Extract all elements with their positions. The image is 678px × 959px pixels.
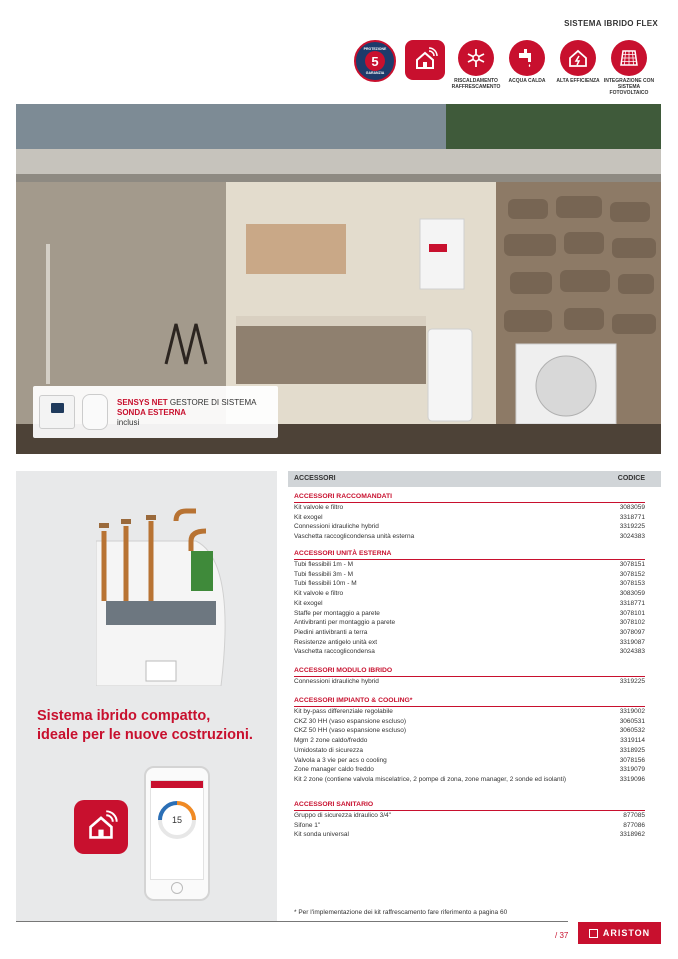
table-row bbox=[294, 736, 645, 746]
badge-solar bbox=[602, 40, 656, 96]
badge-efficiency bbox=[551, 40, 605, 85]
accessory-name: Tubi flessibili 1m - M bbox=[294, 561, 353, 568]
badge-label-heating-cooling: RISCALDAMENTO RAFFRESCAMENTO bbox=[451, 78, 501, 90]
badge-label-solar: INTEGRAZIONE CON SISTEMA FOTOVOLTAICO bbox=[603, 78, 655, 96]
accessory-name: Zone manager caldo freddo bbox=[294, 766, 374, 774]
high-efficiency-icon bbox=[560, 40, 596, 76]
accessory-code: 3024383 bbox=[619, 533, 645, 541]
accessory-code: 3078152 bbox=[619, 570, 645, 578]
app-temperature-dial bbox=[151, 788, 203, 848]
accessory-code: 3024383 bbox=[619, 648, 645, 656]
thermostat-image bbox=[39, 395, 75, 429]
solar-panel-icon bbox=[611, 40, 647, 76]
accessories-table-header bbox=[288, 471, 661, 487]
table-row bbox=[294, 775, 645, 785]
accessory-name: Vaschetta raccoglicondensa unità esterna bbox=[294, 533, 415, 541]
accessory-name: Umidostato di sicurezza bbox=[294, 746, 363, 754]
accessory-code: 3319002 bbox=[619, 708, 645, 715]
table-row bbox=[294, 522, 645, 532]
accessory-name: Kit exogel bbox=[294, 513, 323, 521]
badge-hot-water bbox=[500, 40, 554, 85]
table-row bbox=[294, 609, 645, 619]
brand-name: ARISTON bbox=[602, 928, 651, 938]
accessory-name: Tubi flessibili 10m - M bbox=[294, 580, 357, 588]
hero-caption-box bbox=[33, 386, 278, 438]
table-row bbox=[294, 628, 645, 638]
accessory-name: Resistenze antigelo unità ext bbox=[294, 638, 378, 646]
table-row bbox=[294, 647, 645, 657]
caption-included: inclusi bbox=[117, 418, 140, 427]
section-title: ACCESSORI IMPIANTO & COOLING* bbox=[294, 697, 413, 704]
accessory-code: 877085 bbox=[623, 812, 645, 819]
footer-divider bbox=[16, 921, 568, 922]
accessory-name: Kit valvole e filtro bbox=[294, 590, 344, 598]
accessory-code: 3078151 bbox=[619, 561, 645, 568]
caption-product-name: SENSYS NET bbox=[117, 398, 168, 407]
accessory-code: 3060532 bbox=[619, 727, 645, 735]
app-temperature-value: 15 bbox=[171, 815, 183, 825]
section-title: ACCESSORI SANITARIO bbox=[294, 801, 374, 808]
accessory-name: Kit exogel bbox=[294, 599, 323, 607]
section-title: ACCESSORI RACCOMANDATI bbox=[294, 493, 393, 500]
accessory-code: 3319087 bbox=[619, 638, 645, 646]
phone-home-button bbox=[171, 882, 183, 894]
table-row bbox=[294, 756, 645, 766]
hero-caption-text bbox=[117, 398, 256, 428]
table-row bbox=[294, 746, 645, 756]
accessory-code: 3083059 bbox=[619, 504, 645, 511]
table-row bbox=[294, 503, 645, 513]
badge-label-hot-water: ACQUA CALDA bbox=[508, 78, 546, 84]
table-row bbox=[294, 677, 645, 687]
accessory-code: 3318771 bbox=[619, 513, 645, 521]
table-row bbox=[294, 589, 645, 599]
accessory-code: 3319096 bbox=[619, 775, 645, 783]
accessory-name: CKZ 50 HH (vaso espansione escluso) bbox=[294, 727, 406, 735]
table-row bbox=[294, 618, 645, 628]
accessory-name: Kit 2 zone (contiene valvola miscelatrice, 2 pompe di zona, zone manager, 2 sonde ed isolanti) bbox=[294, 775, 567, 783]
accessory-name: Mgm 2 zone caldo/freddo bbox=[294, 737, 368, 745]
accessory-code: 3319225 bbox=[619, 678, 645, 685]
accessory-code: 3318962 bbox=[619, 831, 645, 839]
table-row bbox=[294, 726, 645, 736]
table-row bbox=[294, 532, 645, 542]
accessory-name: Piedini antivibranti a terra bbox=[294, 628, 368, 636]
accessory-code: 3078102 bbox=[619, 619, 645, 627]
table-row bbox=[294, 638, 645, 648]
warranty-bottom-text: GARANZIA bbox=[365, 71, 385, 75]
hot-water-tap-icon bbox=[509, 40, 545, 76]
caption-sensor-name: SONDA ESTERNA bbox=[117, 408, 187, 417]
badge-heating-cooling bbox=[449, 40, 503, 91]
column-header-accessories: ACCESSORI bbox=[294, 475, 336, 482]
section-title: ACCESSORI UNITÀ ESTERNA bbox=[294, 550, 392, 557]
table-row bbox=[294, 811, 645, 821]
table-row bbox=[294, 765, 645, 775]
outdoor-sensor-image bbox=[82, 394, 108, 430]
accessory-code: 3078101 bbox=[619, 609, 645, 617]
feature-badges bbox=[348, 40, 654, 100]
hybrid-module-image bbox=[96, 501, 236, 686]
accessory-name: Gruppo di sicurezza idraulico 3/4" bbox=[294, 812, 391, 819]
caption-product-desc: GESTORE DI SISTEMA bbox=[167, 398, 257, 407]
accessory-code: 3078153 bbox=[619, 580, 645, 588]
accessory-name: CKZ 30 HH (vaso espansione escluso) bbox=[294, 717, 406, 725]
table-row bbox=[294, 579, 645, 589]
footnote: * Per l'implementazione dei kit raffrescamento fare riferimento a pagina 60 bbox=[294, 909, 508, 916]
accessory-name: Staffe per montaggio a parete bbox=[294, 609, 380, 617]
accessory-name: Kit by-pass differenziale regolabile bbox=[294, 708, 393, 715]
accessory-name: Kit sonda universal bbox=[294, 831, 349, 839]
smart-home-icon bbox=[405, 40, 445, 80]
accessory-name: Vaschetta raccoglicondensa bbox=[294, 648, 375, 656]
heating-cooling-icon bbox=[458, 40, 494, 76]
accessory-name: Connessioni idrauliche hybrid bbox=[294, 523, 379, 531]
accessory-code: 3318925 bbox=[619, 746, 645, 754]
accessory-code: 3078156 bbox=[619, 756, 645, 764]
accessory-code: 3319114 bbox=[620, 737, 645, 745]
page-number: / 37 bbox=[555, 931, 569, 940]
table-row bbox=[294, 560, 645, 570]
accessory-code: 3083059 bbox=[619, 590, 645, 598]
column-header-code: CODICE bbox=[617, 475, 645, 482]
badge-smart-home bbox=[398, 40, 452, 80]
ariston-logo bbox=[578, 922, 661, 944]
smart-home-app-icon bbox=[74, 800, 128, 854]
tagline-line-1: Sistema ibrido compatto, bbox=[37, 708, 211, 724]
table-row bbox=[294, 830, 645, 840]
left-product-panel bbox=[16, 471, 277, 921]
table-row bbox=[294, 717, 645, 727]
accessory-code: 3078097 bbox=[619, 628, 645, 636]
accessory-code: 3319079 bbox=[619, 766, 645, 774]
table-row bbox=[294, 570, 645, 580]
ariston-mark-icon bbox=[589, 929, 598, 938]
product-tagline bbox=[37, 707, 253, 745]
accessory-name: Kit valvole e filtro bbox=[294, 504, 344, 511]
accessory-name: Antivibranti per montaggio a parete bbox=[294, 619, 396, 627]
accessory-code: 3319225 bbox=[619, 523, 645, 531]
accessory-name: Valvola a 3 vie per acs o cooling bbox=[294, 756, 387, 764]
page-header-title: SISTEMA IBRIDO FLEX bbox=[564, 19, 658, 28]
accessory-name: Sifone 1" bbox=[294, 821, 321, 829]
section-title: ACCESSORI MODULO IBRIDO bbox=[294, 667, 393, 674]
table-row bbox=[294, 821, 645, 831]
hero-photo bbox=[16, 104, 661, 454]
table-row bbox=[294, 513, 645, 523]
table-row bbox=[294, 707, 645, 717]
warranty-badge bbox=[348, 40, 402, 82]
accessory-code: 3318771 bbox=[619, 599, 645, 607]
warranty-number: 5 bbox=[365, 51, 385, 71]
table-row bbox=[294, 599, 645, 609]
accessory-code: 877086 bbox=[623, 821, 645, 829]
accessory-code: 3060531 bbox=[619, 717, 645, 725]
smartphone-app-image bbox=[144, 766, 210, 901]
badge-label-efficiency: ALTA EFFICIENZA bbox=[556, 78, 600, 84]
warranty-top-text: PROTEZIONE bbox=[363, 47, 387, 51]
accessory-name: Tubi flessibili 3m - M bbox=[294, 570, 353, 578]
accessory-name: Connessioni idrauliche hybrid bbox=[294, 678, 379, 685]
tagline-line-2: ideale per le nuove costruzioni. bbox=[37, 727, 253, 743]
